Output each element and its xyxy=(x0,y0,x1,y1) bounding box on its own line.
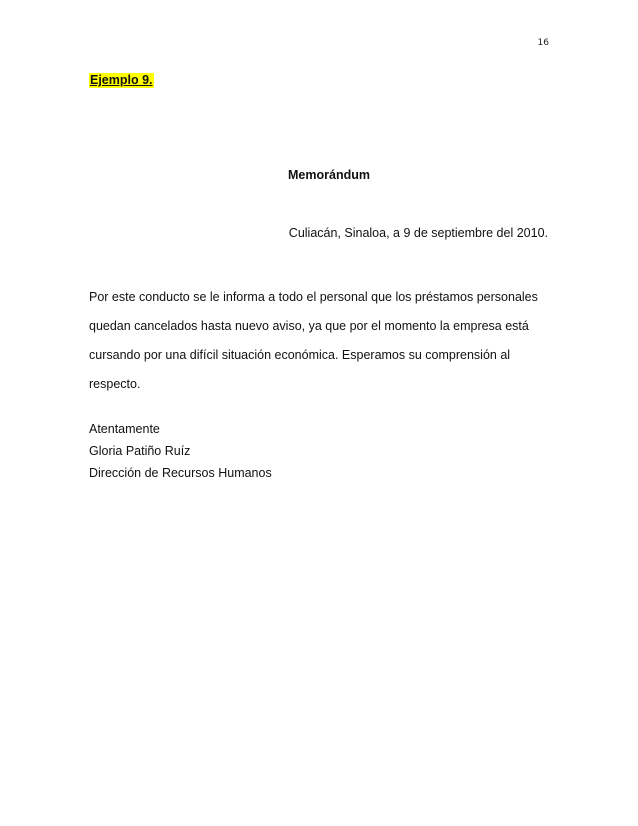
memo-body-paragraph xyxy=(89,283,549,399)
signer-department: Dirección de Recursos Humanos xyxy=(89,466,272,480)
body-line: respecto. xyxy=(89,377,141,391)
signature-block xyxy=(89,418,272,484)
closing-text: Atentamente xyxy=(89,422,160,436)
page-number: 16 xyxy=(537,38,549,48)
body-line: Por este conducto se le informa a todo el personal que los préstamos personales xyxy=(89,290,538,304)
place-and-date: Culiacán, Sinaloa, a 9 de septiembre del 2010. xyxy=(288,226,548,240)
example-heading: Ejemplo 9. xyxy=(90,73,153,87)
body-line: cursando por una difícil situación económica. Esperamos su comprensión al xyxy=(89,348,511,362)
signer-name: Gloria Patiño Ruíz xyxy=(89,444,191,458)
memo-title: Memorándum xyxy=(288,168,370,182)
body-line: quedan cancelados hasta nuevo aviso, ya que por el momento la empresa está xyxy=(89,319,529,333)
